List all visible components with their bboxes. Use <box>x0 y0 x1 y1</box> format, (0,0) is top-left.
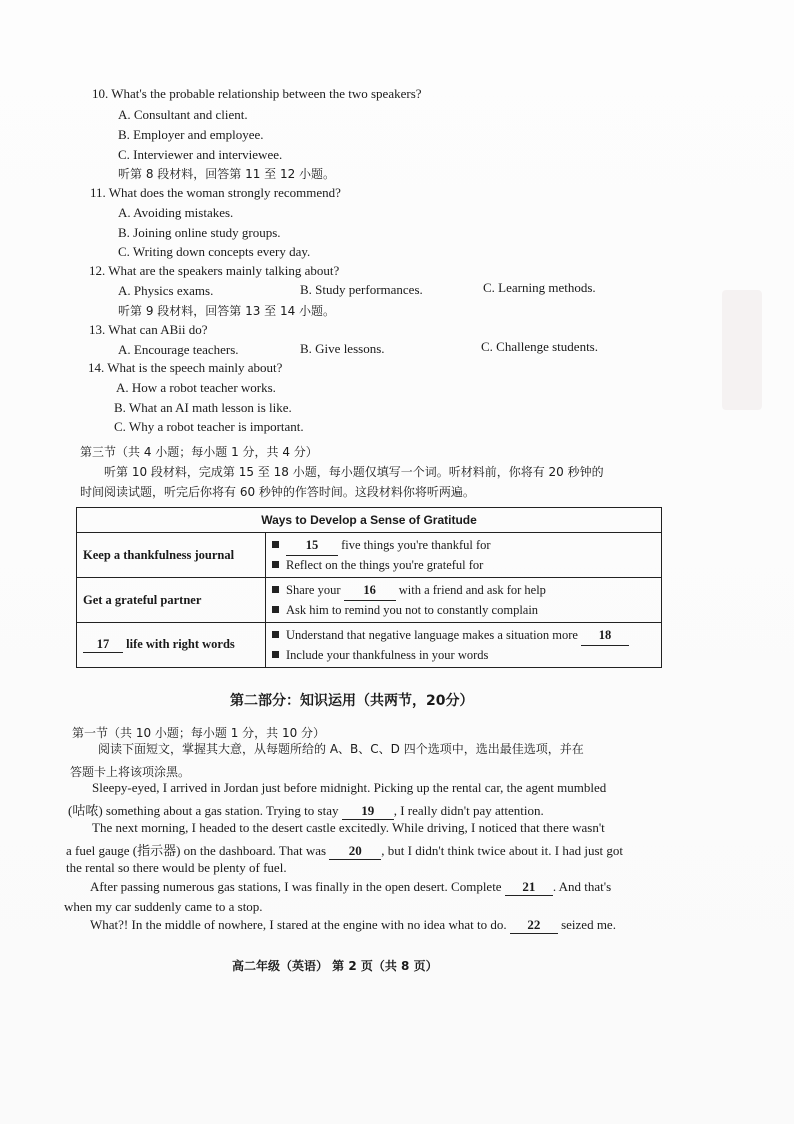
row-label-words-text: life with right words <box>123 637 235 651</box>
page-footer: 高二年级（英语） 第 2 页（共 8 页） <box>232 959 438 973</box>
q10-option-b: B. Employer and employee. <box>118 127 264 142</box>
passage-p1-line2 <box>68 800 544 820</box>
bullet-square-icon <box>272 606 279 613</box>
passage-p3-line1-post: . And that's <box>552 879 612 894</box>
blank-17[interactable]: 17 <box>83 637 123 653</box>
blank-19[interactable]: 19 <box>342 803 394 820</box>
passage-p1-line2-post: , I really didn't pay attention. <box>393 803 544 818</box>
gratitude-table <box>76 507 662 668</box>
table-row <box>77 533 662 578</box>
section3-heading: 第三节（共 4 小题；每小题 1 分，共 4 分） <box>80 445 318 459</box>
q10-stem: 10. What's the probable relationship between the two speakers? <box>92 86 422 101</box>
blank-21[interactable]: 21 <box>505 879 553 896</box>
passage-p2-line2-post: , but I didn't think twice about it. I had just got <box>381 843 624 858</box>
q13-stem: 13. What can ABii do? <box>89 322 208 337</box>
part2-instruction-line2: 答题卡上将该项涂黑。 <box>70 765 191 779</box>
row-label-words <box>77 623 266 668</box>
q12-stem: 12. What are the speakers mainly talking about? <box>89 263 340 278</box>
journal-line1-text: five things you're thankful for <box>338 537 491 552</box>
q13-option-b: B. Give lessons. <box>300 341 385 356</box>
q12-option-a: A. Physics exams. <box>118 283 214 298</box>
q11-option-a: A. Avoiding mistakes. <box>118 205 234 220</box>
q11-option-c: C. Writing down concepts every day. <box>118 244 311 259</box>
partner-line1-pre: Share your <box>286 582 344 597</box>
q14-option-b: B. What an AI math lesson is like. <box>114 400 292 415</box>
q11-option-b: B. Joining online study groups. <box>118 225 281 240</box>
passage-p2-line2-pre: a fuel gauge (指示器) on the dashboard. That was <box>66 843 330 858</box>
row-label-journal: Keep a thankfulness journal <box>77 533 266 578</box>
bullet-square-icon <box>272 651 279 658</box>
passage-p3-line1 <box>90 879 611 896</box>
bullet-square-icon <box>272 586 279 593</box>
q10-option-a: A. Consultant and client. <box>118 107 248 122</box>
q14-option-a: A. How a robot teacher works. <box>116 380 276 395</box>
section3-instruction-line1: 听第 10 段材料，完成第 15 至 18 小题，每小题仅填写一个词。听材料前，你将有 20 秒钟的 <box>104 465 604 479</box>
blank-16[interactable]: 16 <box>344 581 396 601</box>
section3-instruction-line2: 时间阅读试题，听完后你将有 60 秒钟的作答时间。这段材料你将听两遍。 <box>80 485 475 499</box>
row-label-partner: Get a grateful partner <box>77 578 266 623</box>
table-row <box>77 623 662 668</box>
q11-stem: 11. What does the woman strongly recommend? <box>90 185 341 200</box>
passage-p4-line1 <box>90 917 616 934</box>
q13-option-c: C. Challenge students. <box>481 339 598 354</box>
journal-line2-text: Reflect on the things you're grateful for <box>286 557 484 572</box>
part2-instruction-line1: 阅读下面短文，掌握其大意，从每题所给的 A、B、C、D 四个选项中，选出最佳选项，并在 <box>98 742 584 756</box>
bullet-square-icon <box>272 631 279 638</box>
passage-p2-line3: the rental so there would be plenty of fuel. <box>66 860 287 875</box>
passage-p3-line2: when my car suddenly came to a stop. <box>64 899 263 914</box>
scan-smudge <box>722 290 762 410</box>
passage-p3-line1-pre: After passing numerous gas stations, I was finally in the open desert. Complete <box>90 879 505 894</box>
q13-option-a: A. Encourage teachers. <box>118 342 239 357</box>
part2-section1-heading: 第一节（共 10 小题；每小题 1 分，共 10 分） <box>72 726 326 740</box>
part2-title: 第二部分：知识运用（共两节，20分） <box>230 693 474 709</box>
words-line1-pre: Understand that negative language makes a situation more <box>286 627 582 642</box>
table-title: Ways to Develop a Sense of Gratitude <box>77 508 662 533</box>
q14-stem: 14. What is the speech mainly about? <box>88 360 283 375</box>
blank-15[interactable]: 15 <box>286 536 338 556</box>
passage-p1-line1: Sleepy-eyed, I arrived in Jordan just before midnight. Picking up the rental car, the agent mumbled <box>92 780 607 795</box>
blank-22[interactable]: 22 <box>510 917 558 934</box>
row-details-words <box>266 623 662 668</box>
partner-line2-text: Ask him to remind you not to constantly complain <box>286 602 539 617</box>
row-details-partner <box>266 578 662 623</box>
passage-p4-pre: What?! In the middle of nowhere, I stared at the engine with no idea what to do. <box>90 917 510 932</box>
passage-p1-line2-pre: (咕哝) something about a gas station. Trying to stay <box>68 803 342 818</box>
passage-p4-post: seized me. <box>557 917 616 932</box>
table-row <box>77 578 662 623</box>
bullet-square-icon <box>272 561 279 568</box>
q10-option-c: C. Interviewer and interviewee. <box>118 147 283 162</box>
words-line2-text: Include your thankfulness in your words <box>286 647 489 662</box>
passage-p2-line2 <box>66 840 623 860</box>
partner-line1-post: with a friend and ask for help <box>395 582 546 597</box>
passage-p2-line1: The next morning, I headed to the desert castle excitedly. While driving, I noticed that there wasn't <box>92 820 605 835</box>
q14-option-c: C. Why a robot teacher is important. <box>114 419 304 434</box>
row-details-journal <box>266 533 662 578</box>
q12-option-b: B. Study performances. <box>300 282 423 297</box>
q12-option-c: C. Learning methods. <box>483 280 596 295</box>
bullet-square-icon <box>272 541 279 548</box>
listen-instruction-9: 听第 9 段材料，回答第 13 至 14 小题。 <box>118 304 336 318</box>
blank-18[interactable]: 18 <box>581 626 629 646</box>
blank-20[interactable]: 20 <box>329 843 381 860</box>
listen-instruction-8: 听第 8 段材料，回答第 11 至 12 小题。 <box>118 167 336 181</box>
